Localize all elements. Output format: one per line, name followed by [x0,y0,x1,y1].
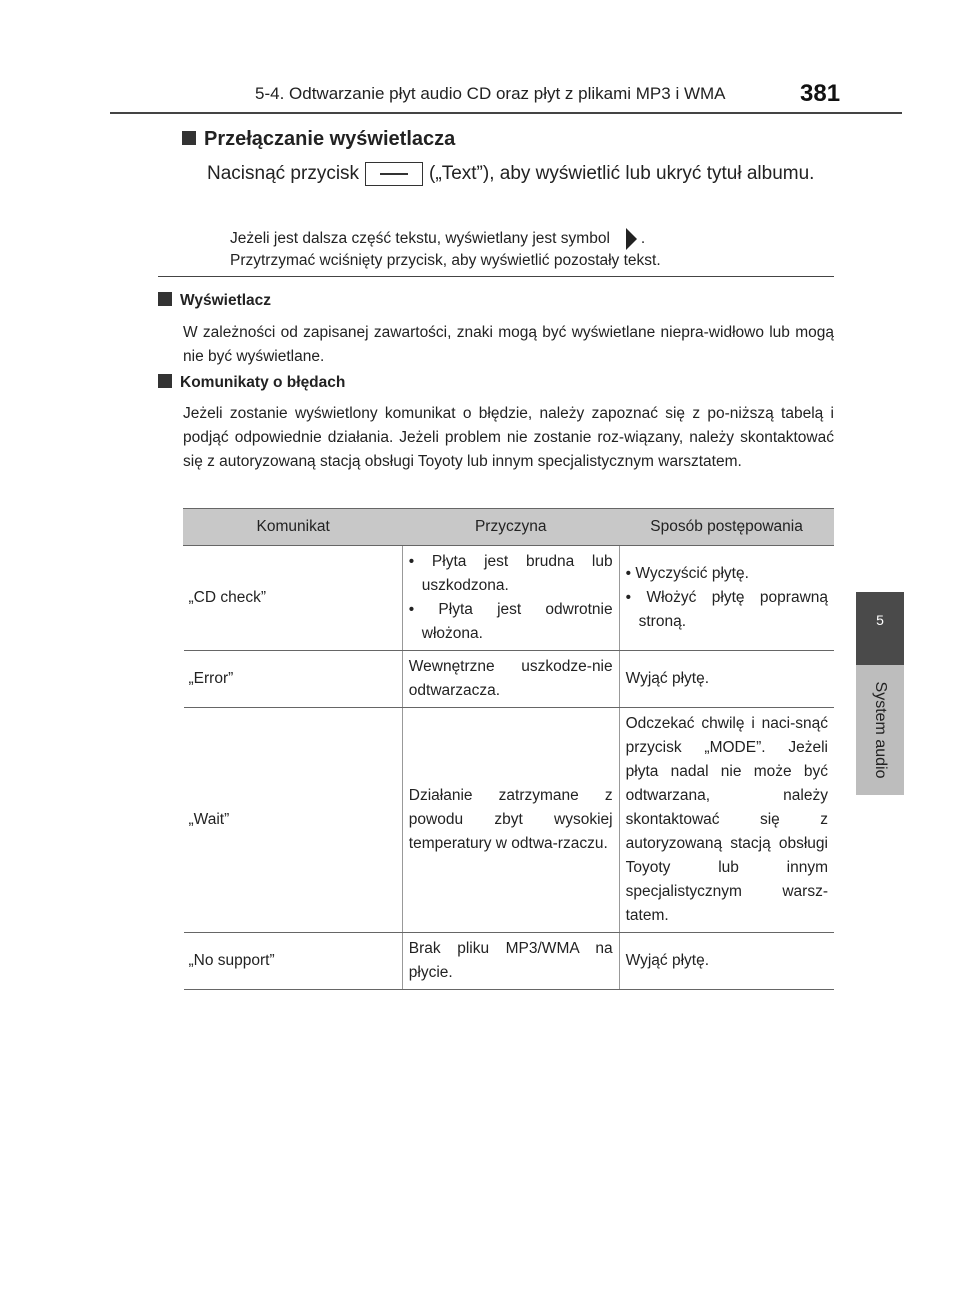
cell-action [619,546,834,651]
cell-cause: Brak pliku MP3/WMA na płycie. [402,933,619,990]
header-cause: Przyczyna [402,509,619,546]
chapter-title-container [856,665,904,795]
cell-message: „Error” [184,651,403,708]
cell-action: Wyjąć płytę. [619,933,834,990]
cell-cause: Wewnętrzne uszkodze-nie odtwarzacza. [402,651,619,708]
table-row [184,933,835,990]
table-row [184,546,835,651]
instruction-text-before: Nacisnąć przycisk [207,163,360,184]
note-line1-end: . [640,230,646,248]
error-table [183,508,834,990]
action-item: • Włożyć płytę poprawną stroną. [625,589,828,630]
switch-display-note [230,228,661,272]
cell-cause [402,546,619,651]
header-rule [110,112,902,114]
error-messages-title: Komunikaty o błędach [180,374,346,391]
display-note-body: W zależności od zapisanej zawartości, znaki mogą być wyświetlane niepra-widłowo lub mogą nie być wyświetlane. [183,324,834,365]
cell-cause: Działanie zatrzymane z powodu zbyt wysokiej temperatury w odtwa-rzaczu. [402,708,619,933]
chapter-number: 5 [876,612,884,628]
header-message: Komunikat [184,509,403,546]
switch-display-instruction [207,158,827,189]
table-row [184,708,835,933]
chapter-title: System audio [872,681,889,779]
square-bullet-icon [182,131,196,145]
action-item: • Wyczyścić płytę. [625,565,749,582]
error-messages-body: Jeżeli zostanie wyświetlony komunikat o błędzie, należy zapoznać się z po-niższą tabelą i podjąć odpowiednie działania. Jeżeli problem nie zostanie roz-wiązany, należy skontaktować się z autoryzowaną stacją obsługi Toyoty lub innym specjalistycznym warsztatem. [183,405,834,470]
text-button-icon [365,162,423,186]
header-action: Sposób postępowania [619,509,834,546]
right-arrow-icon [626,228,637,250]
cell-action: Wyjąć płytę. [619,651,834,708]
section-title-switch-display [182,128,455,151]
cause-item: • Płyta jest odwrotnie włożona. [408,601,613,642]
cell-message: „CD check” [184,546,403,651]
table-header-row [184,509,835,546]
display-note-heading [158,292,271,310]
running-header: 5-4. Odtwarzanie płyt audio CD oraz płyt z plikami MP3 i WMA [255,84,726,103]
section-divider [158,276,834,277]
page-number: 381 [800,80,841,107]
cell-action: Odczekać chwilę i naci-snąć przycisk „MODE”. Jeżeli płyta nadal nie może być odtwarzana, należy skontaktować się z autoryzowaną stacją obsługi Toyoty lub innym specjalistycznym warsz-tatem. [619,708,834,933]
square-bullet-icon [158,374,172,388]
cell-message: „No support” [184,933,403,990]
cause-item: • Płyta jest brudna lub uszkodzona. [408,553,613,594]
note-line1: Jeżeli jest dalsza część tekstu, wyświetlany jest symbol [230,230,610,248]
square-bullet-icon [158,292,172,306]
display-note-title: Wyświetlacz [180,292,272,309]
instruction-text-after: („Text”), aby wyświetlić lub ukryć tytuł albumu. [429,163,815,184]
error-messages-heading [158,374,345,392]
table-row [184,651,835,708]
switch-display-title: Przełączanie wyświetlacza [204,128,456,150]
chapter-tab [856,592,904,665]
cell-message: „Wait” [184,708,403,933]
note-line2: Przytrzymać wciśnięty przycisk, aby wyświetlić pozostały tekst. [230,252,661,270]
